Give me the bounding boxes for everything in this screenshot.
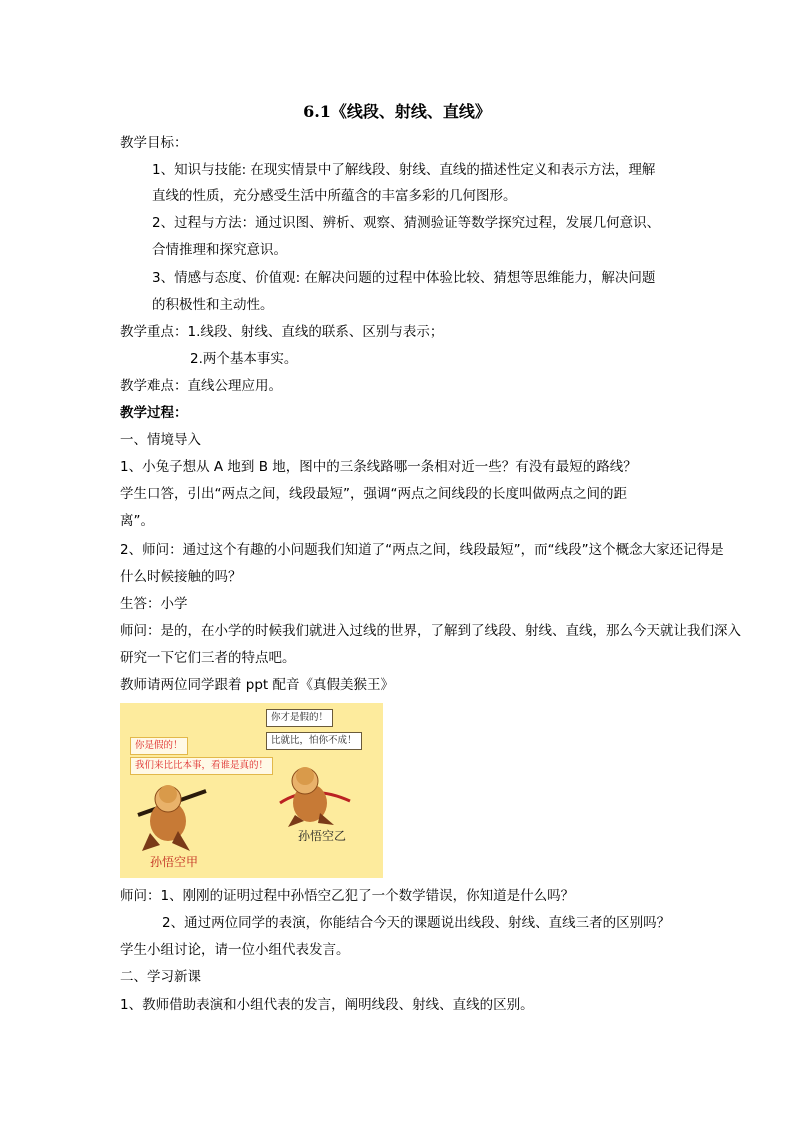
paragraph-line: 离”。 — [120, 513, 154, 529]
paragraph-line: 学生口答，引出“两点之间，线段最短”，强调“两点之间线段的长度叫做两点之间的距 — [120, 486, 627, 502]
process-heading: 教学过程： — [120, 405, 188, 421]
paragraph-line: 教师请两位同学跟着 ppt 配音《真假美猴王》 — [120, 677, 395, 693]
paragraph-line: 师问：1、刚刚的证明过程中孙悟空乙犯了一个数学错误，你知道是什么吗？ — [120, 888, 575, 904]
difficult-points: 教学难点：直线公理应用。 — [120, 378, 282, 394]
objective-2-line-2: 合情推理和探究意识。 — [152, 242, 287, 258]
paragraph-line: 1、教师借助表演和小组代表的发言，阐明线段、射线、直线的区别。 — [120, 997, 534, 1013]
speech-bubble: 比就比，怕你不成！ — [266, 732, 362, 750]
speech-bubble: 你才是假的！ — [266, 709, 333, 727]
key-points-2: 2.两个基本事实。 — [190, 351, 298, 367]
speech-bubble: 我们来比比本事，看谁是真的！ — [130, 757, 273, 775]
paragraph-line: 2、通过两位同学的表演，你能结合今天的课题说出线段、射线、直线三者的区别吗？ — [162, 915, 671, 931]
paragraph-line: 师问：是的，在小学的时候我们就进入过线的世界，了解到了线段、射线、直线，那么今天就让我们深入 — [120, 623, 741, 639]
section-1-heading: 一、情境导入 — [120, 432, 201, 448]
paragraph-line: 学生小组讨论，请一位小组代表发言。 — [120, 942, 350, 958]
speech-bubble: 你是假的！ — [130, 737, 188, 755]
section-2-heading: 二、学习新课 — [120, 969, 201, 985]
paragraph-line: 2、师问：通过这个有趣的小问题我们知道了“两点之间，线段最短”，而“线段”这个概念大家还记得是 — [120, 542, 724, 558]
key-points: 教学重点：1.线段、射线、直线的联系、区别与表示； — [120, 324, 444, 340]
paragraph-line: 研究一下它们三者的特点吧。 — [120, 650, 296, 666]
monkey-figures-icon — [120, 703, 383, 878]
objective-1-line-1: 1、知识与技能: 在现实情景中了解线段、射线、直线的描述性定义和表示方法，理解 — [152, 162, 656, 178]
monkey-king-illustration — [120, 703, 383, 878]
paragraph-line: 什么时候接触的吗？ — [120, 569, 242, 585]
objective-1-line-2: 直线的性质，充分感受生活中所蕴含的丰富多彩的几何图形。 — [152, 188, 517, 204]
document-title: 6.1《线段、射线、直线》 — [303, 102, 491, 121]
paragraph-line: 生答：小学 — [120, 596, 188, 612]
caption-monkey-a: 孙悟空甲 — [150, 855, 199, 869]
objective-2-line-1: 2、过程与方法：通过识图、辨析、观察、猜测验证等数学探究过程，发展几何意识、 — [152, 215, 661, 231]
caption-monkey-b: 孙悟空乙 — [298, 829, 347, 843]
paragraph-line: 1、小兔子想从 A 地到 B 地，图中的三条线路哪一条相对近一些？有没有最短的路线？ — [120, 459, 637, 475]
objective-3-line-1: 3、情感与态度、价值观: 在解决问题的过程中体验比较、猜想等思维能力，解决问题 — [152, 270, 656, 286]
objectives-heading: 教学目标： — [120, 135, 188, 151]
objective-3-line-2: 的积极性和主动性。 — [152, 297, 274, 313]
